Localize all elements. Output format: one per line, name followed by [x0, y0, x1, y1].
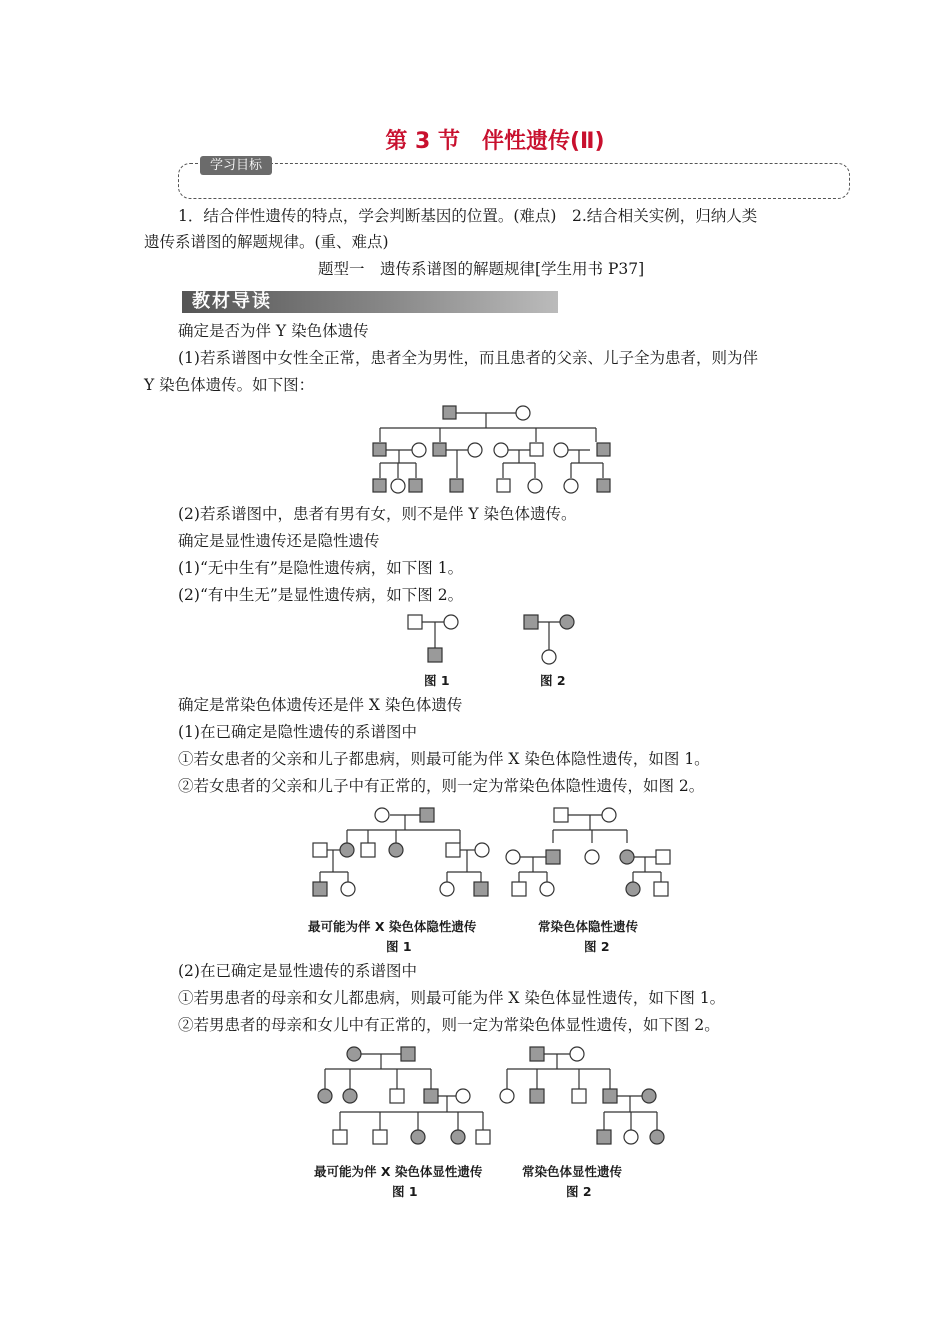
recessive-rule-b: ②若女患者的父亲和儿子中有正常的，则一定为常染色体隐性遗传，如图 2。 — [178, 777, 705, 795]
normal-female-symbol — [375, 808, 389, 822]
normal-male-symbol — [512, 882, 526, 896]
affected-male-symbol — [443, 406, 456, 419]
textbook-guide-banner — [182, 291, 558, 313]
normal-female-symbol — [564, 479, 578, 493]
affected-female-symbol — [620, 850, 634, 864]
dominant-pedigrees — [300, 1040, 690, 1156]
learning-goal-tag: 学习目标 — [200, 156, 272, 175]
normal-female-symbol — [602, 808, 616, 822]
affected-female-symbol — [560, 615, 574, 629]
y-linked-pedigree — [360, 400, 620, 496]
learning-goal-box — [178, 163, 850, 199]
affected-male-symbol — [433, 443, 446, 456]
normal-female-symbol — [540, 882, 554, 896]
normal-male-symbol — [554, 808, 568, 822]
normal-female-symbol — [500, 1089, 514, 1103]
affected-female-symbol — [343, 1089, 357, 1103]
dominance-heading: 确定是显性遗传还是隐性遗传 — [178, 532, 380, 550]
affected-female-symbol — [451, 1130, 465, 1144]
affected-female-symbol — [340, 843, 354, 857]
affected-male-symbol — [409, 479, 422, 492]
recessive-rule-a: ①若女患者的父亲和儿子都患病，则最可能为伴 X 染色体隐性遗传，如图 1。 — [178, 750, 710, 768]
affected-male-symbol — [401, 1047, 415, 1061]
normal-female-symbol — [440, 882, 454, 896]
affected-male-symbol — [597, 443, 610, 456]
page-title: 第 3 节 伴性遗传(Ⅱ) — [385, 129, 605, 154]
affected-male-symbol — [603, 1089, 617, 1103]
normal-male-symbol — [408, 615, 422, 629]
dominance-pedigrees — [400, 610, 590, 670]
dominance-rule-2: (2)“有中生无”是显性遗传病，如下图 2。 — [178, 586, 464, 604]
normal-female-symbol — [506, 850, 520, 864]
normal-female-symbol — [624, 1130, 638, 1144]
affected-male-symbol — [373, 479, 386, 492]
y-linked-heading: 确定是否为伴 Y 染色体遗传 — [178, 322, 369, 340]
y-linked-rule-1-line-1: (1)若系谱图中女性全正常，患者全为男性，而且患者的父亲、儿子全为患者，则为伴 — [178, 349, 758, 367]
normal-female-symbol — [542, 650, 556, 664]
recessive-pedigrees — [300, 800, 690, 910]
x-dominant-caption: 最可能为伴 X 染色体显性遗传 — [314, 1164, 483, 1179]
normal-female-symbol — [456, 1089, 470, 1103]
figure-1-caption: 图 1 — [424, 673, 450, 688]
normal-male-symbol — [497, 479, 510, 492]
normal-male-symbol — [476, 1130, 490, 1144]
normal-male-symbol — [390, 1089, 404, 1103]
dominant-figure-1-label: 图 1 — [392, 1184, 418, 1199]
normal-female-symbol — [516, 406, 530, 420]
affected-male-symbol — [450, 479, 463, 492]
affected-male-symbol — [420, 808, 434, 822]
normal-male-symbol — [446, 843, 460, 857]
section-heading: 题型一 遗传系谱图的解题规律[学生用书 P37] — [318, 260, 645, 278]
dominant-rule-b: ②若男患者的母亲和女儿中有正常的，则一定为常染色体显性遗传，如下图 2。 — [178, 1016, 720, 1034]
affected-male-symbol — [597, 1130, 611, 1144]
normal-female-symbol — [494, 443, 508, 457]
dominance-rule-1: (1)“无中生有”是隐性遗传病，如下图 1。 — [178, 559, 464, 577]
normal-male-symbol — [530, 443, 543, 456]
recessive-figure-1-label: 图 1 — [386, 939, 412, 954]
affected-male-symbol — [474, 882, 488, 896]
affected-male-symbol — [313, 882, 327, 896]
affected-female-symbol — [347, 1047, 361, 1061]
affected-female-symbol — [389, 843, 403, 857]
dominant-figure-2-label: 图 2 — [566, 1184, 592, 1199]
y-linked-rule-1-line-2: Y 染色体遗传。如下图： — [144, 376, 315, 394]
normal-female-symbol — [554, 443, 568, 457]
goals-line-2: 遗传系谱图的解题规律。(重、难点) — [144, 233, 389, 251]
recessive-figure-2-label: 图 2 — [584, 939, 610, 954]
goals-line-1: 1．结合伴性遗传的特点，学会判断基因的位置。(难点) 2.结合相关实例，归纳人类 — [178, 207, 758, 225]
affected-female-symbol — [626, 882, 640, 896]
normal-female-symbol — [585, 850, 599, 864]
figure-2-caption: 图 2 — [540, 673, 566, 688]
affected-female-symbol — [650, 1130, 664, 1144]
normal-female-symbol — [391, 479, 405, 493]
normal-female-symbol — [412, 443, 426, 457]
x-recessive-caption: 最可能为伴 X 染色体隐性遗传 — [308, 919, 477, 934]
affected-male-symbol — [546, 850, 560, 864]
affected-male-symbol — [530, 1089, 544, 1103]
affected-male-symbol — [424, 1089, 438, 1103]
affected-female-symbol — [642, 1089, 656, 1103]
normal-male-symbol — [313, 843, 327, 857]
y-linked-rule-2: (2)若系谱图中，患者有男有女，则不是伴 Y 染色体遗传。 — [178, 505, 577, 523]
normal-female-symbol — [444, 615, 458, 629]
affected-male-symbol — [530, 1047, 544, 1061]
recessive-intro: (1)在已确定是隐性遗传的系谱图中 — [178, 723, 417, 741]
x-linked-heading: 确定是常染色体遗传还是伴 X 染色体遗传 — [178, 696, 463, 714]
normal-male-symbol — [373, 1130, 387, 1144]
affected-male-symbol — [524, 615, 538, 629]
normal-male-symbol — [656, 850, 670, 864]
affected-female-symbol — [411, 1130, 425, 1144]
affected-male-symbol — [428, 648, 442, 662]
autosomal-dominant-caption: 常染色体显性遗传 — [522, 1164, 623, 1179]
normal-male-symbol — [572, 1089, 586, 1103]
affected-female-symbol — [318, 1089, 332, 1103]
banner-label: 教材导读 — [192, 291, 272, 312]
dominant-intro: (2)在已确定是显性遗传的系谱图中 — [178, 962, 417, 980]
normal-female-symbol — [341, 882, 355, 896]
normal-female-symbol — [475, 843, 489, 857]
normal-male-symbol — [361, 843, 375, 857]
affected-male-symbol — [373, 443, 386, 456]
normal-male-symbol — [333, 1130, 347, 1144]
normal-male-symbol — [654, 882, 668, 896]
normal-female-symbol — [468, 443, 482, 457]
normal-female-symbol — [570, 1047, 584, 1061]
autosomal-recessive-caption: 常染色体隐性遗传 — [538, 919, 639, 934]
dominant-rule-a: ①若男患者的母亲和女儿都患病，则最可能为伴 X 染色体显性遗传，如下图 1。 — [178, 989, 726, 1007]
affected-male-symbol — [597, 479, 610, 492]
normal-female-symbol — [528, 479, 542, 493]
